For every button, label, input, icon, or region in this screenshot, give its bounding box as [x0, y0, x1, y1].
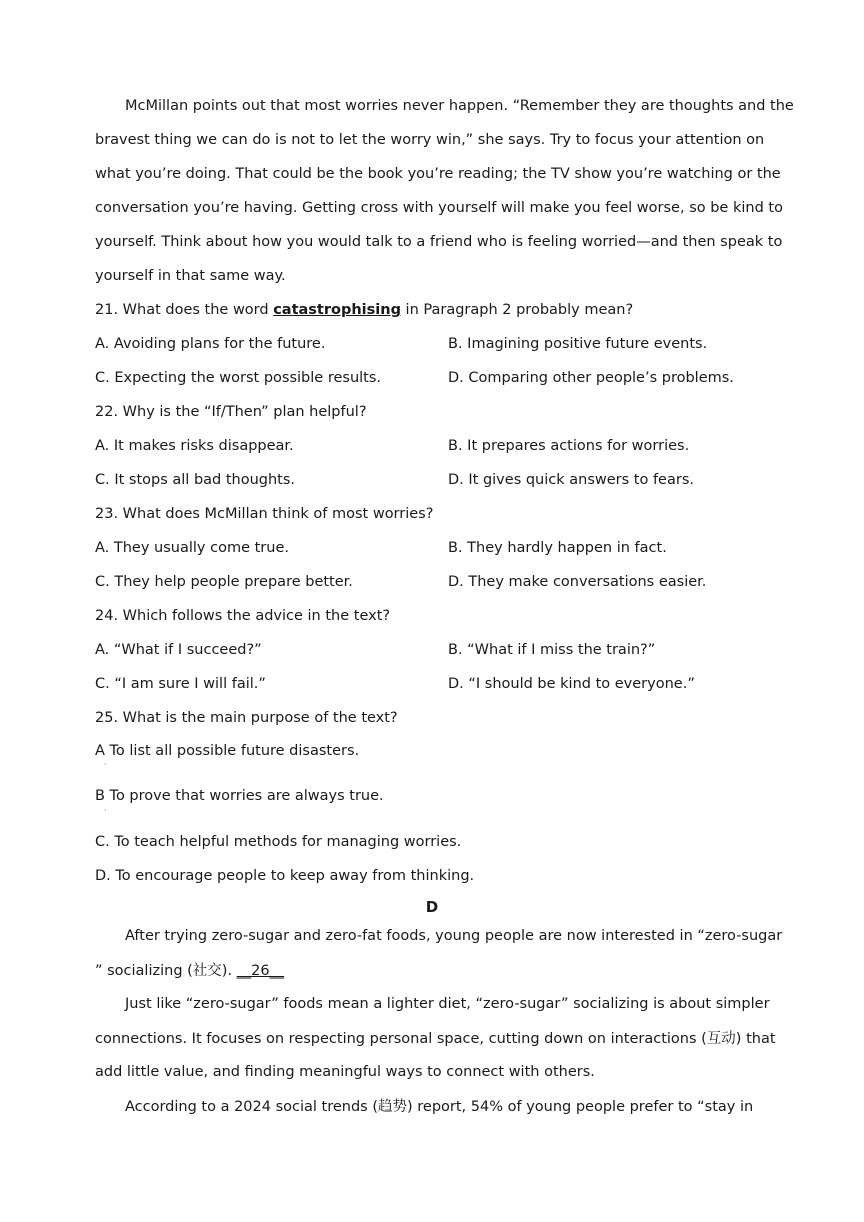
question-25-stem: 25. What is the main purpose of the text?	[95, 710, 398, 726]
stray-mark: ‧	[104, 806, 107, 815]
q22-option-b: B. It prepares actions for worries.	[448, 438, 690, 454]
question-23-stem: 23. What does McMillan think of most worries?	[95, 506, 434, 522]
paragraph-line: bravest thing we can do is not to let the worry win,” she says. Try to focus your attention on	[95, 132, 765, 148]
paragraph-line: yourself. Think about how you would talk to a friend who is feeling worried—and then speak to	[95, 234, 783, 250]
q21-option-d: D. Comparing other people’s problems.	[448, 370, 734, 386]
q23-option-a: A. They usually come true.	[95, 540, 289, 556]
paragraph-line: yourself in that same way.	[95, 268, 286, 284]
q24-option-c: C. “I am sure I will fail.”	[95, 676, 266, 692]
q24-option-d: D. “I should be kind to everyone.”	[448, 676, 695, 692]
q22-option-d: D. It gives quick answers to fears.	[448, 472, 694, 488]
paragraph-line: add little value, and finding meaningful ways to connect with others.	[95, 1064, 595, 1080]
q21-option-b: B. Imagining positive future events.	[448, 336, 708, 352]
q24-option-b: B. “What if I miss the train?”	[448, 642, 656, 658]
keyword-catastrophising: catastrophising	[273, 302, 401, 318]
paragraph-line: conversation you’re having. Getting cross with yourself will make you feel worse, so be kind to	[95, 200, 783, 216]
stray-mark: ‧	[104, 760, 107, 769]
q23-option-b: B. They hardly happen in fact.	[448, 540, 667, 556]
q23-option-c: C. They help people prepare better.	[95, 574, 353, 590]
q25-option-a: A To list all possible future disasters.	[95, 743, 360, 759]
paragraph-line: According to a 2024 social trends (趋势) report, 54% of young people prefer to “stay in	[125, 1099, 754, 1115]
q23-option-d: D. They make conversations easier.	[448, 574, 707, 590]
paragraph-line: Just like “zero-sugar” foods mean a lighter diet, “zero-sugar” socializing is about simpler	[125, 996, 770, 1012]
q24-option-a: A. “What if I succeed?”	[95, 642, 262, 658]
question-stem-part: 21. What does the word	[95, 302, 274, 318]
q25-option-b: B To prove that worries are always true.	[95, 788, 384, 804]
section-heading-d: D	[425, 898, 439, 916]
question-22-stem: 22. Why is the “If/Then” plan helpful?	[95, 404, 367, 420]
paragraph-text: ” socializing (社交).	[95, 963, 237, 979]
q21-option-a: A. Avoiding plans for the future.	[95, 336, 326, 352]
question-24-stem: 24. Which follows the advice in the text?	[95, 608, 391, 624]
q22-option-c: C. It stops all bad thoughts.	[95, 472, 296, 488]
question-21-stem	[95, 300, 633, 320]
q25-option-d: D. To encourage people to keep away from thinking.	[95, 868, 475, 884]
question-stem-part: in Paragraph 2 probably mean?	[400, 302, 634, 318]
q25-option-c: C. To teach helpful methods for managing worries.	[95, 834, 462, 850]
paragraph-line: connections. It focuses on respecting personal space, cutting down on interactions (互动) that	[95, 1031, 776, 1047]
paragraph-line: McMillan points out that most worries never happen. “Remember they are thoughts and the	[125, 98, 794, 114]
blank-26: __26__	[236, 963, 285, 979]
paragraph-line: After trying zero-sugar and zero-fat foods, young people are now interested in “zero-sugar	[125, 928, 783, 944]
q21-option-c: C. Expecting the worst possible results.	[95, 370, 382, 386]
paragraph-line	[95, 961, 284, 981]
q22-option-a: A. It makes risks disappear.	[95, 438, 294, 454]
paragraph-line: what you’re doing. That could be the book you’re reading; the TV show you’re watching or the	[95, 166, 781, 182]
